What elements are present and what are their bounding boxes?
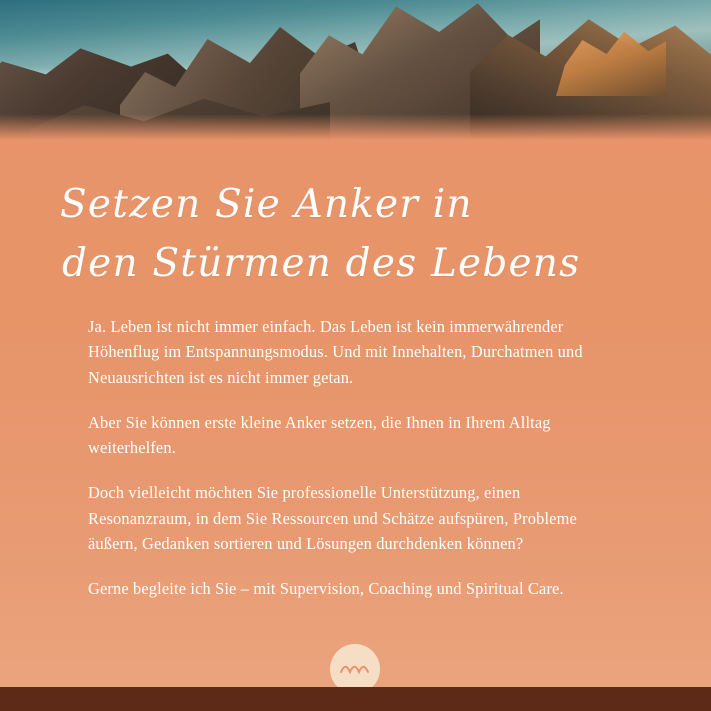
body-paragraph: Aber Sie können erste kleine Anker setzen, die Ihnen in Ihrem Alltag weiterhelfen.: [88, 412, 551, 458]
page-title-line-1: Setzen Sie Anker in: [60, 182, 473, 227]
page-title-line-2: den Stürmen des Lebens: [62, 241, 581, 287]
body-paragraph: Gerne begleite ich Sie – mit Supervision, Coaching und Spiritual Care.: [88, 579, 564, 599]
body-copy: [88, 314, 596, 601]
hero-gradient-fade: [0, 114, 711, 140]
footer-bar: [0, 687, 711, 711]
body-paragraph: Doch vielleicht möchten Sie professionelle Unterstützung, einen Resonanzraum, in dem Sie Ressourcen und Schätze aufspüren, Probleme äußern, Gedanken sortieren und Lösungen durchdenken können?: [88, 483, 577, 553]
page-title: [60, 175, 620, 294]
hero-image: [0, 0, 711, 140]
wave-logo-icon: [340, 662, 370, 676]
body-paragraph: Ja. Leben ist nicht immer einfach. Das Leben ist kein immerwährender Höhenflug im Entspannungsmodus. Und mit Innehalten, Durchatmen und Neuausrichten ist es nicht immer getan.: [88, 317, 583, 387]
